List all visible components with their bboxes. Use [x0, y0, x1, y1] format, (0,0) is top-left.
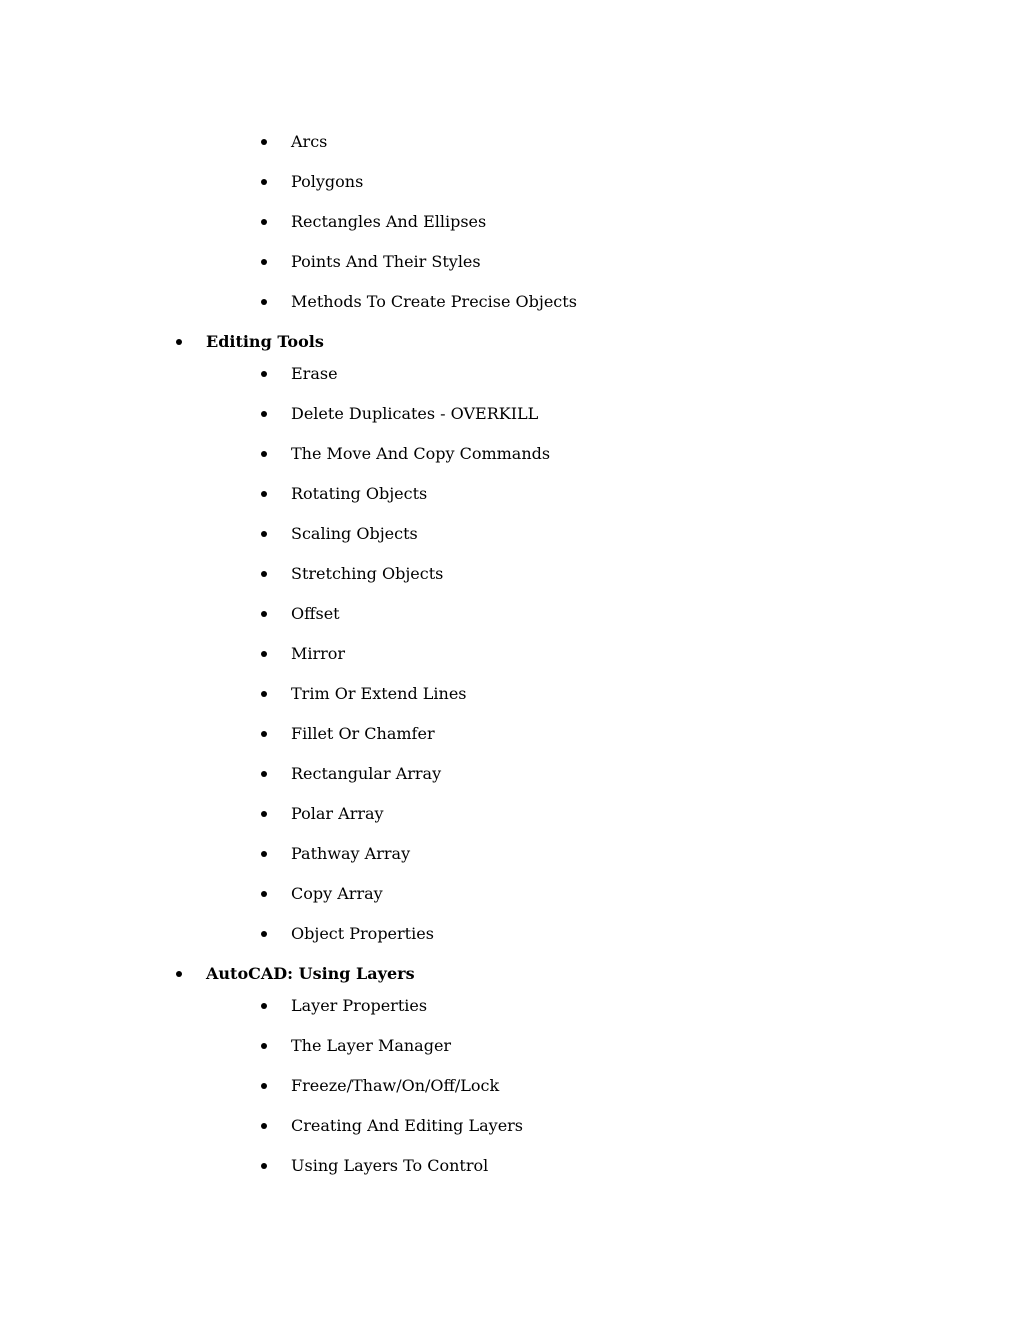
list-item-label: Layer Properties: [291, 996, 428, 1015]
bullet-icon: [259, 1114, 269, 1138]
list-item-label: The Move And Copy Commands: [291, 444, 551, 463]
list-item-label: Methods To Create Precise Objects: [291, 292, 577, 311]
list-item-label: The Layer Manager: [291, 1036, 452, 1055]
bullet-icon: [259, 362, 269, 386]
bullet-icon: [259, 210, 269, 234]
list-item-label: Arcs: [291, 132, 328, 151]
bullet-icon: [259, 762, 269, 786]
list-item-label: Scaling Objects: [291, 524, 418, 543]
bullet-icon: [259, 482, 269, 506]
list-item-label: Mirror: [291, 644, 346, 663]
bullet-icon: [259, 402, 269, 426]
bullet-icon: [259, 722, 269, 746]
bullet-icon: [259, 642, 269, 666]
bullet-icon: [174, 330, 184, 354]
bullet-icon: [259, 682, 269, 706]
list-item-label: Using Layers To Control: [291, 1156, 489, 1175]
list-item-label: Trim Or Extend Lines: [291, 684, 467, 703]
list-item-label: Copy Array: [291, 884, 383, 903]
list-item-label: Polygons: [291, 172, 364, 191]
list-item-label: Polar Array: [291, 804, 384, 823]
list-item-label: Creating And Editing Layers: [291, 1116, 524, 1135]
bullet-icon: [259, 802, 269, 826]
bullet-icon: [259, 922, 269, 946]
bullet-icon: [259, 522, 269, 546]
bullet-icon: [259, 562, 269, 586]
list-item-label: Rectangular Array: [291, 764, 442, 783]
bullet-icon: [259, 994, 269, 1018]
bullet-icon: [259, 1074, 269, 1098]
list-item-label: Object Properties: [291, 924, 434, 943]
section-heading: Editing Tools: [206, 332, 324, 351]
bullet-icon: [174, 962, 184, 986]
bullet-icon: [259, 290, 269, 314]
section-heading: AutoCAD: Using Layers: [206, 964, 415, 983]
list-item-label: Rectangles And Ellipses: [291, 212, 487, 231]
bullet-icon: [259, 442, 269, 466]
list-item-label: Fillet Or Chamfer: [291, 724, 435, 743]
list-item-label: Freeze/Thaw/On/Off/Lock: [291, 1076, 500, 1095]
bullet-icon: [259, 1154, 269, 1178]
list-item-label: Pathway Array: [291, 844, 411, 863]
list-item-label: Stretching Objects: [291, 564, 444, 583]
list-item-label: Offset: [291, 604, 340, 623]
list-item-label: Erase: [291, 364, 338, 383]
list-item-label: Points And Their Styles: [291, 252, 481, 271]
bullet-icon: [259, 1034, 269, 1058]
list-item-label: Rotating Objects: [291, 484, 428, 503]
bullet-icon: [259, 882, 269, 906]
bullet-icon: [259, 170, 269, 194]
bullet-icon: [259, 842, 269, 866]
bullet-icon: [259, 250, 269, 274]
list-item-label: Delete Duplicates - OVERKILL: [291, 404, 539, 423]
bullet-icon: [259, 602, 269, 626]
bullet-icon: [259, 130, 269, 154]
